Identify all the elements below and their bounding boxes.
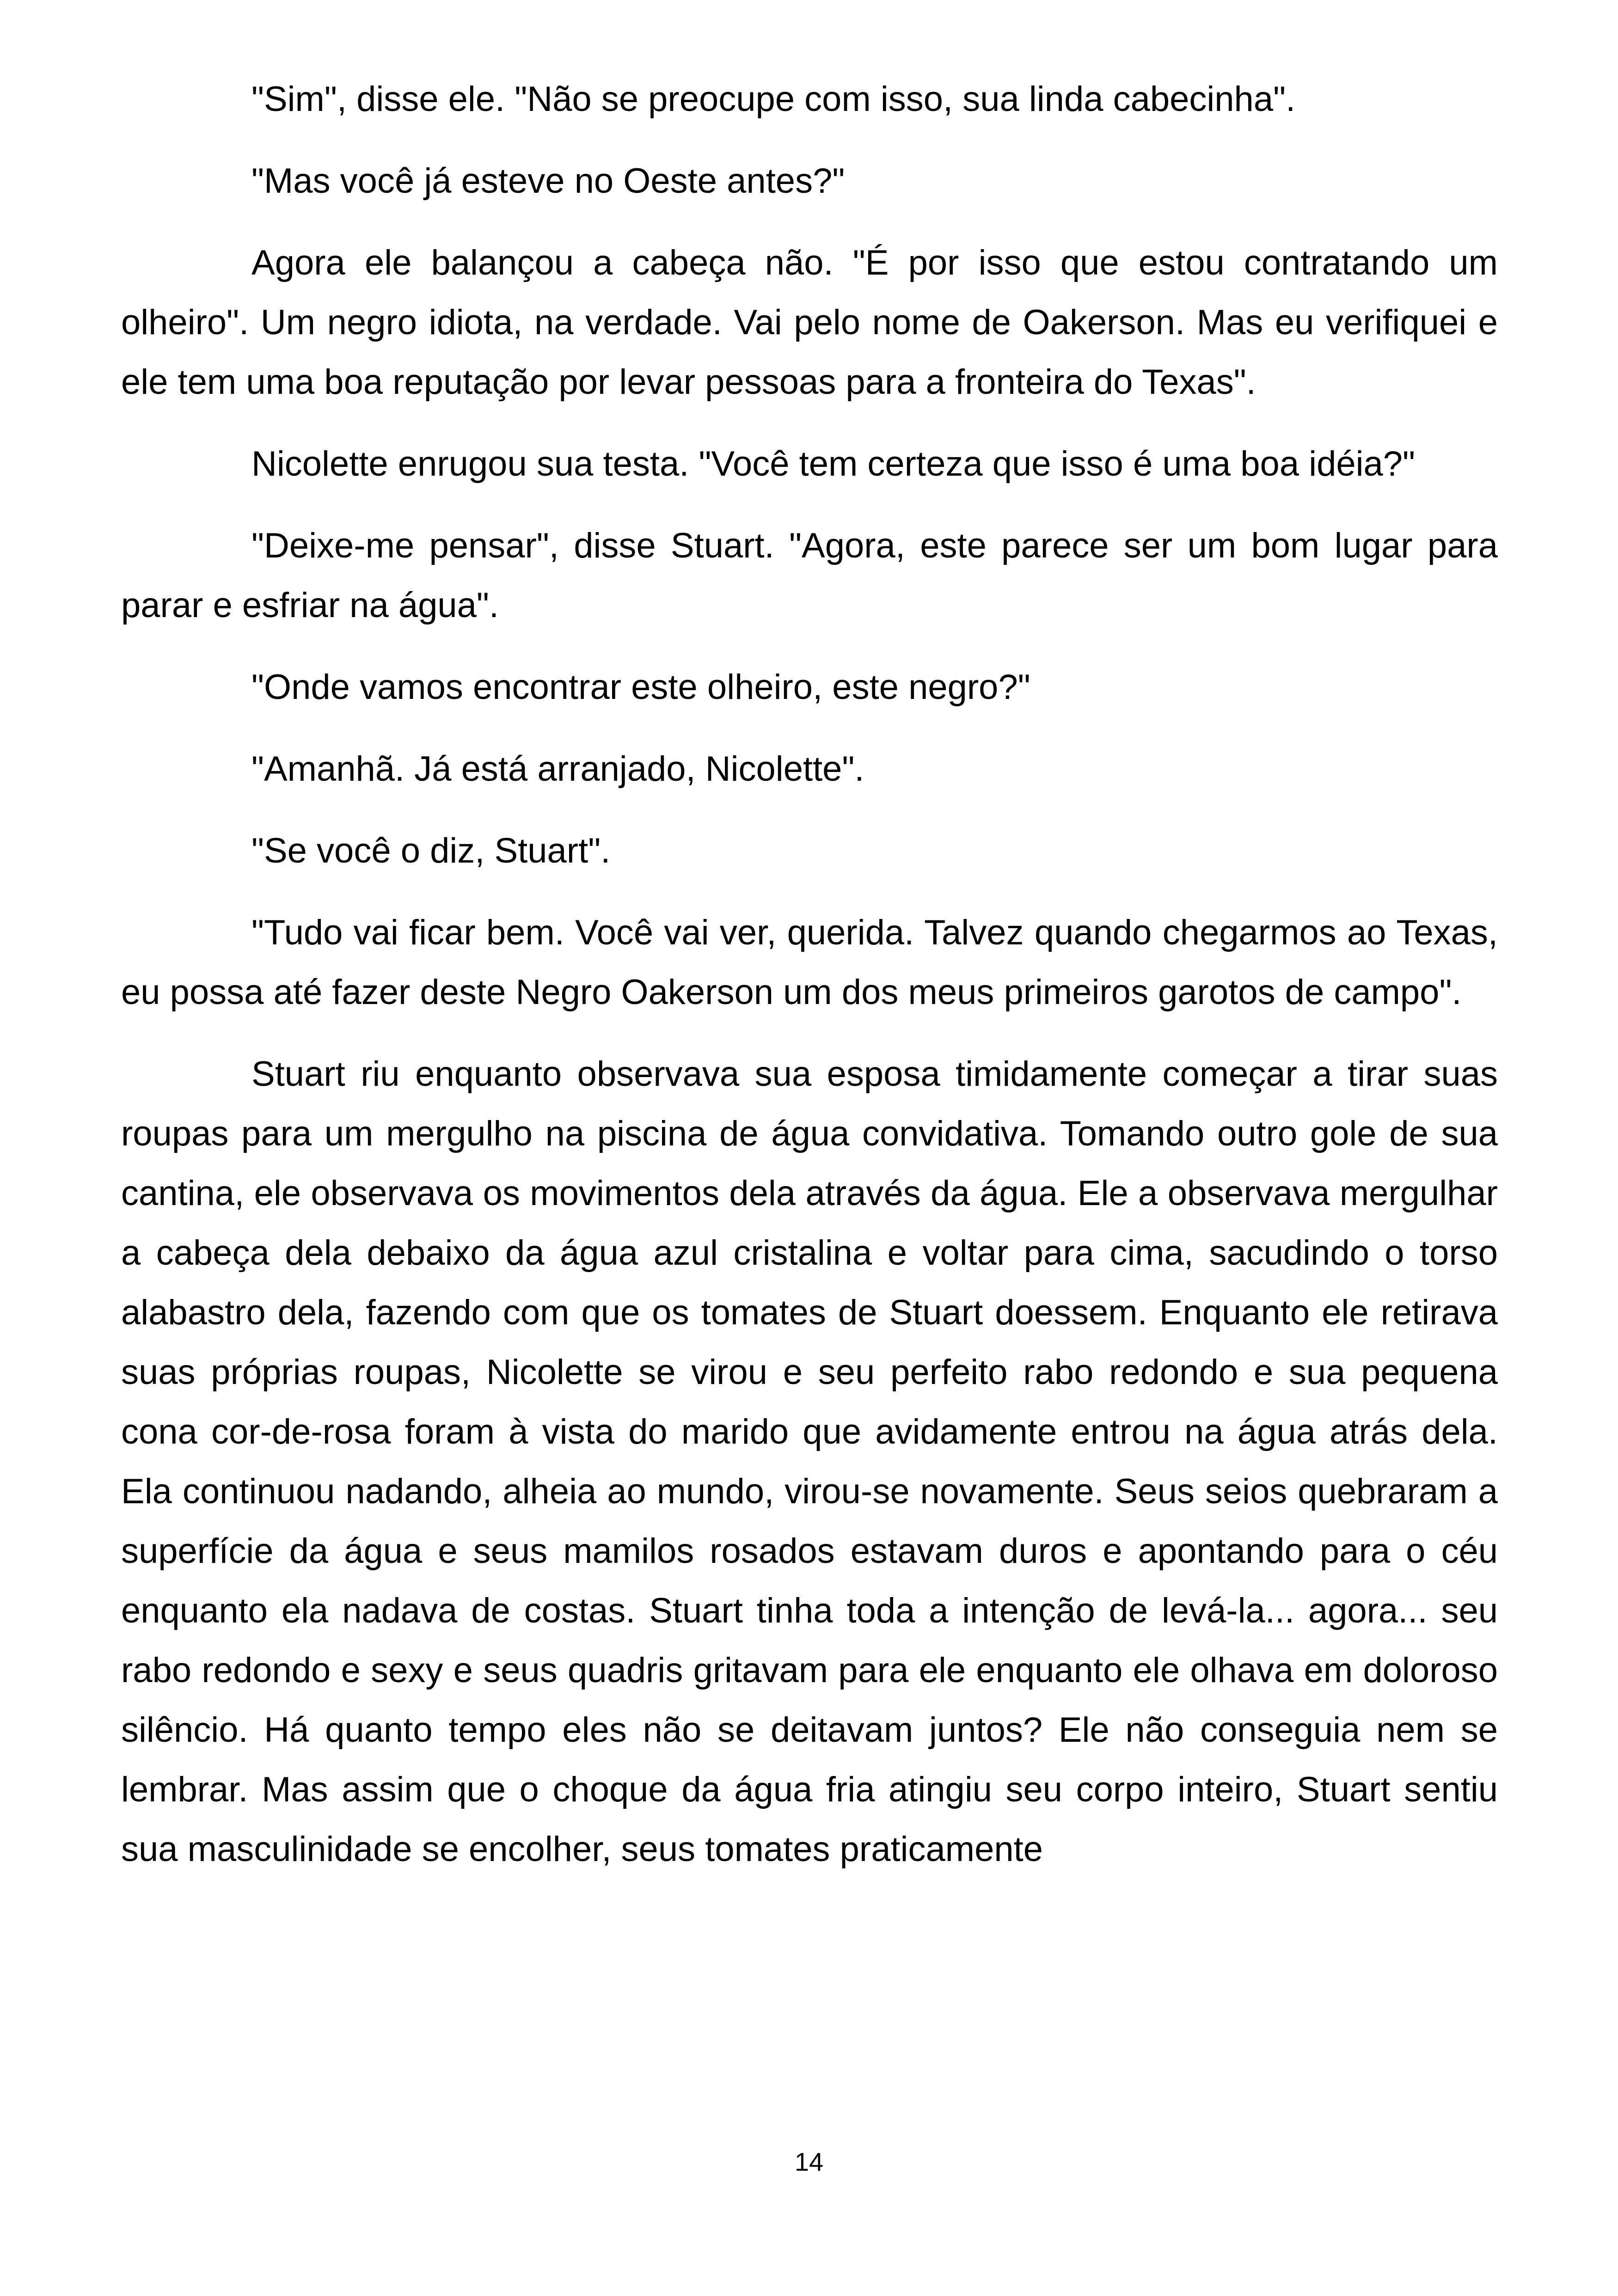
page-number: 14 <box>794 2147 824 2176</box>
paragraph: "Se você o diz, Stuart". <box>251 831 611 870</box>
paragraph: "Sim", disse ele. "Não se preocupe com isso, sua linda cabecinha". <box>251 80 1296 119</box>
paragraph: "Mas você já esteve no Oeste antes?" <box>251 161 845 201</box>
paragraph: "Tudo vai ficar bem. Você vai ver, querida. Talvez quando chegarmos ao Texas, eu possa até fazer deste Negro Oakerson um dos meus primeiros garotos de campo". <box>121 913 1498 1012</box>
body-text <box>121 69 1498 1901</box>
paragraph: Stuart riu enquanto observava sua esposa timidamente começar a tirar suas roupas para um mergulho na piscina de água convidativa. Tomando outro gole de sua cantina, ele observava os movimentos dela através da água. Ele a observava mergulhar a cabeça dela debaixo da água azul cristalina e voltar para cima, sacudindo o torso alabastro dela, fazendo com que os tomates de Stuart doessem. Enquanto ele retirava suas próprias roupas, Nicolette se virou e seu perfeito rabo redondo e sua pequena cona cor-de-rosa foram à vista do marido que avidamente entrou na água atrás dela. Ela continuou nadando, alheia ao mundo, virou-se novamente. Seus seios quebraram a superfície da água e seus mamilos rosados estavam duros e apontando para o céu enquanto ela nadava de costas. Stuart tinha toda a intenção de levá-la... agora... seu rabo redondo e sexy e seus quadris gritavam para ele enquanto ele olhava em doloroso silêncio. Há quanto tempo eles não se deitavam juntos? Ele não conseguia nem se lembrar. Mas assim que o choque da água fria atingiu seu corpo inteiro, Stuart sentiu sua masculinidade se encolher, seus tomates praticamente <box>121 1054 1498 1869</box>
paragraph: "Onde vamos encontrar este olheiro, este negro?" <box>251 667 1030 707</box>
paragraph: "Deixe-me pensar", disse Stuart. "Agora, este parece ser um bom lugar para parar e esfriar na água". <box>121 526 1498 625</box>
paragraph: Nicolette enrugou sua testa. "Você tem certeza que isso é uma boa idéia?" <box>251 444 1416 484</box>
paragraph: "Amanhã. Já está arranjado, Nicolette". <box>251 749 864 789</box>
paragraph: Agora ele balançou a cabeça não. "É por isso que estou contratando um olheiro". Um negro idiota, na verdade. Vai pelo nome de Oakerson. Mas eu verifiquei e ele tem uma boa reputação por levar pessoas para a fronteira do Texas". <box>121 243 1498 402</box>
